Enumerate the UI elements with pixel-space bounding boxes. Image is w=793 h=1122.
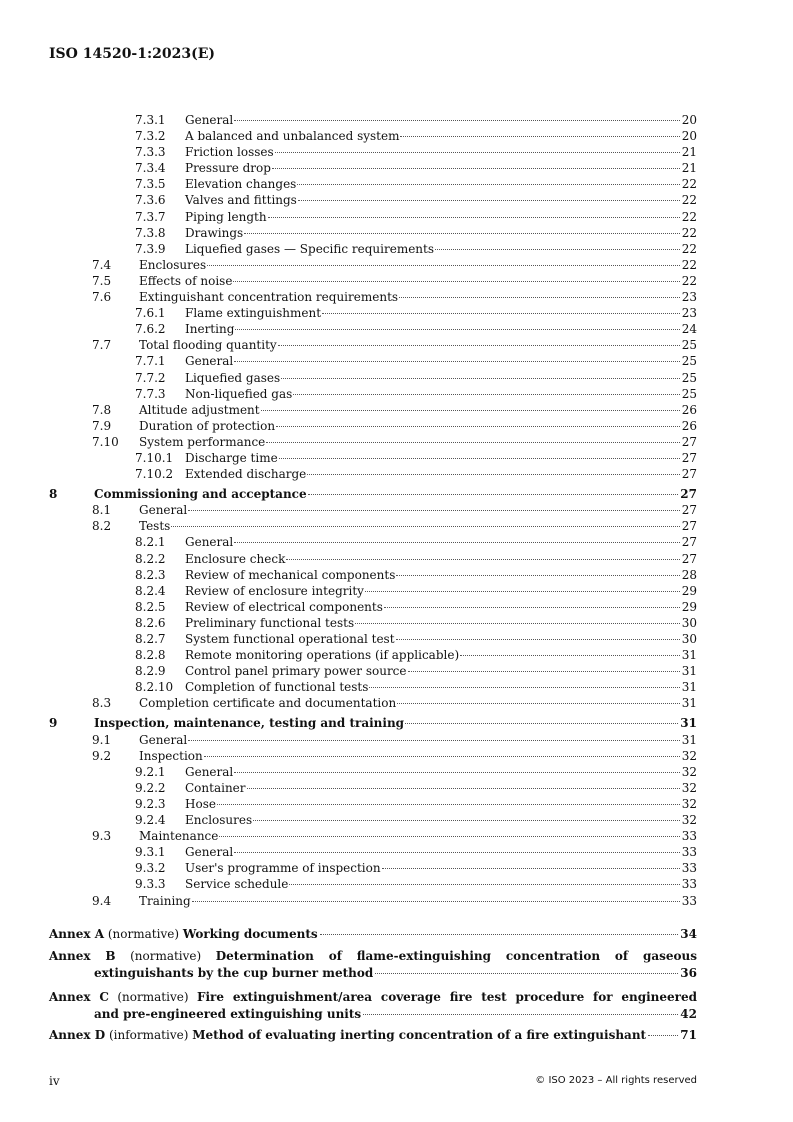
toc-entry-number: 7.7.2 (135, 370, 166, 385)
toc-entry-number: 7.3.6 (135, 193, 166, 208)
toc-entry-page: 33 (681, 829, 697, 844)
toc-entry-number: 9.3.2 (135, 861, 166, 876)
toc-entry-number: 9.2.1 (135, 764, 166, 779)
toc-entry-page: 30 (681, 632, 697, 646)
dot-leader (235, 329, 679, 330)
toc-entry-page: 29 (681, 599, 697, 614)
toc-entry-title: Friction losses (185, 145, 274, 160)
dot-leader (286, 559, 679, 560)
toc-entry-title: Liquefied gases — Specific requirements (185, 241, 435, 256)
toc-entry-title: Total flooding quantity (139, 338, 277, 353)
toc-entry-page: 31 (681, 648, 697, 663)
toc-entry-page: 32 (681, 748, 697, 763)
toc-entry[interactable] (0, 273, 793, 289)
toc-entry[interactable] (0, 337, 793, 353)
dot-leader (382, 868, 680, 869)
toc-entry-number: 9.3.1 (135, 845, 166, 860)
toc-entry[interactable] (0, 450, 793, 466)
dot-leader (397, 703, 680, 704)
annex-page: 34 (680, 927, 697, 941)
toc-entry-title: Valves and fittings (185, 193, 297, 208)
toc-entry-title: Enclosure check (185, 551, 286, 566)
toc-entry[interactable] (0, 567, 793, 583)
toc-entry-title: Control panel primary power source (185, 664, 407, 679)
toc-entry[interactable] (0, 225, 793, 241)
dot-leader (384, 607, 680, 608)
toc-entry-title: Maintenance (139, 829, 219, 844)
toc-entry-title: Completion of functional tests (185, 680, 369, 695)
dot-leader (188, 740, 679, 741)
toc-entry-number: 9.4 (92, 893, 112, 908)
toc-entry-page: 22 (681, 209, 697, 224)
dot-leader (234, 542, 679, 543)
toc-entry[interactable] (0, 828, 793, 844)
toc-entry-number: 7.10.2 (135, 467, 174, 482)
toc-entry[interactable] (0, 715, 793, 731)
toc-entry-title: Inspection, maintenance, testing and training (94, 716, 405, 731)
dot-leader (266, 442, 679, 443)
toc-entry-page: 33 (681, 845, 697, 860)
toc-entry-title: Non-liquefied gas (185, 386, 293, 401)
toc-entry-title: Inerting (185, 322, 235, 337)
dot-leader (204, 756, 680, 757)
toc-entry[interactable] (0, 615, 793, 631)
toc-entry-title: Altitude adjustment (139, 402, 260, 417)
toc-entry-page: 27 (681, 551, 697, 566)
annex-title-continued: extinguishants by the cup burner method (94, 965, 374, 980)
toc-entry-page: 24 (681, 322, 697, 337)
table-of-contents (0, 112, 793, 909)
toc-entry[interactable] (0, 663, 793, 679)
annex-page: 42 (680, 1006, 697, 1021)
dot-leader (171, 526, 679, 527)
toc-entry[interactable] (0, 631, 793, 647)
toc-entry-number: 7.3.5 (135, 177, 166, 192)
dot-leader (234, 852, 679, 853)
toc-entry-title: Review of mechanical components (185, 567, 396, 582)
toc-entry-page: 32 (681, 780, 697, 795)
annex-page: 36 (680, 965, 697, 980)
toc-entry[interactable] (0, 305, 793, 321)
toc-entry-number: 7.3.9 (135, 241, 166, 256)
annex-type: (normative) (107, 927, 180, 941)
annex-entry[interactable] (49, 1027, 697, 1044)
annex-label: Annex C (49, 990, 109, 1004)
toc-entry-page: 33 (681, 893, 697, 908)
page-number: iv (49, 1074, 60, 1088)
annex-title-continued: and pre-engineered extinguishing units (94, 1006, 362, 1021)
dot-leader (435, 249, 680, 250)
toc-entry-title: Service schedule (185, 877, 289, 892)
toc-entry-title: A balanced and unbalanced system (185, 129, 400, 144)
toc-entry-page: 23 (681, 306, 697, 321)
toc-entry[interactable] (0, 599, 793, 615)
toc-entry-title: Enclosures (139, 257, 207, 272)
toc-entry-title: General (185, 764, 234, 779)
dot-leader (278, 345, 680, 346)
toc-entry-page: 20 (681, 129, 697, 144)
toc-entry-page: 22 (681, 225, 697, 240)
toc-entry[interactable] (0, 893, 793, 909)
toc-entry-title: General (139, 732, 188, 747)
dot-leader (298, 200, 680, 201)
toc-entry-title: Hose (185, 796, 216, 811)
toc-entry-page: 27 (681, 434, 697, 449)
dot-leader (275, 152, 680, 153)
dot-leader (217, 804, 680, 805)
annex-title: Working documents (182, 927, 318, 941)
dot-leader (297, 184, 679, 185)
toc-entry-number: 8.2.10 (135, 680, 174, 695)
toc-entry-number: 8.1 (92, 503, 112, 518)
toc-entry-number: 7.5 (92, 273, 112, 288)
annex-label: Annex A (49, 927, 105, 941)
toc-entry[interactable] (0, 257, 793, 273)
toc-entry[interactable] (0, 679, 793, 695)
toc-entry-page: 31 (681, 664, 697, 679)
toc-entry[interactable] (0, 353, 793, 369)
toc-entry-number: 9.2 (92, 748, 112, 763)
toc-entry-number: 7.3.7 (135, 209, 166, 224)
dot-leader (322, 313, 680, 314)
dot-leader (268, 217, 680, 218)
toc-entry-number: 8.2.9 (135, 664, 166, 679)
dot-leader (276, 426, 680, 427)
dot-leader (293, 394, 679, 395)
toc-entry-number: 7.8 (92, 402, 112, 417)
dot-leader (281, 378, 680, 379)
copyright-notice: © ISO 2023 – All rights reserved (535, 1075, 697, 1086)
toc-entry-number: 7.6 (92, 290, 112, 305)
toc-entry-number: 7.7.3 (135, 386, 166, 401)
toc-entry-title: Discharge time (185, 450, 278, 465)
toc-entry-title: Duration of protection (139, 418, 276, 433)
dot-leader (247, 788, 680, 789)
toc-entry[interactable] (0, 466, 793, 482)
dot-leader (460, 655, 680, 656)
toc-entry-title: Extinguishant concentration requirements (139, 290, 399, 305)
toc-entry-title: Container (185, 780, 246, 795)
annex-entry[interactable] (49, 948, 697, 981)
dot-leader (308, 494, 679, 495)
dot-leader (399, 297, 680, 298)
toc-entry[interactable] (0, 434, 793, 450)
toc-entry-title: General (139, 503, 188, 518)
toc-entry-page: 27 (681, 467, 697, 482)
dot-leader (396, 575, 679, 576)
toc-entry-title: General (185, 113, 234, 127)
annex-type: (normative) (117, 990, 189, 1004)
dot-leader (289, 884, 679, 885)
annex-title: Method of evaluating inerting concentration of a fire extinguishant (192, 1028, 647, 1042)
toc-entry-title: Effects of noise (139, 273, 233, 288)
dot-leader (365, 591, 680, 592)
toc-entry-number: 9.2.4 (135, 813, 166, 828)
annex-label: Annex B (49, 949, 116, 963)
toc-entry-title: General (185, 535, 234, 550)
toc-entry-page: 29 (681, 583, 697, 598)
toc-entry-title: User's programme of inspection (185, 861, 381, 876)
toc-entry[interactable] (0, 780, 793, 796)
toc-entry[interactable] (0, 764, 793, 780)
toc-entry[interactable] (0, 860, 793, 876)
toc-entry-title: Completion certificate and documentation (139, 696, 397, 711)
toc-entry-number: 8.2.2 (135, 551, 166, 566)
toc-entry-page: 31 (681, 680, 697, 695)
dot-leader (192, 901, 680, 902)
toc-entry-number: 8.3 (92, 696, 112, 711)
toc-entry[interactable] (0, 583, 793, 599)
toc-entry-number: 9.2.2 (135, 780, 166, 795)
annex-type: (informative) (108, 1028, 189, 1042)
toc-entry[interactable] (0, 192, 793, 208)
toc-entry-title: Tests (139, 519, 171, 534)
annex-type: (normative) (130, 949, 202, 963)
toc-entry-number: 9.1 (92, 732, 112, 747)
document-header: ISO 14520-1:2023(E) (49, 46, 216, 62)
toc-entry-page: 22 (681, 193, 697, 208)
toc-entry-title: Training (139, 893, 191, 908)
toc-entry[interactable] (0, 176, 793, 192)
toc-entry[interactable] (0, 518, 793, 534)
toc-entry-number: 7.10.1 (135, 450, 174, 465)
toc-entry-title: System performance (139, 434, 266, 449)
toc-entry-number: 8.2.3 (135, 567, 166, 582)
toc-entry-page: 33 (681, 877, 697, 892)
annex-title: Fire extinguishment/area coverage fire test procedure for engineered (196, 990, 697, 1004)
toc-entry-title: Flame extinguishment (185, 306, 322, 321)
toc-entry-page: 31 (680, 716, 697, 731)
toc-entry-number: 7.3.4 (135, 161, 166, 176)
toc-entry-title: General (185, 845, 234, 860)
toc-entry-page: 32 (681, 813, 697, 828)
toc-entry-title: Inspection (139, 748, 203, 763)
toc-entry[interactable] (0, 647, 793, 663)
toc-entry-page: 25 (681, 338, 697, 353)
toc-entry-number: 8.2.8 (135, 648, 166, 663)
toc-entry[interactable] (0, 502, 793, 518)
toc-entry[interactable] (0, 144, 793, 160)
toc-entry-number: 7.3.2 (135, 129, 166, 144)
toc-entry-page: 31 (681, 732, 697, 747)
toc-entry[interactable] (0, 732, 793, 748)
toc-entry-page: 28 (681, 567, 697, 582)
toc-entry-page: 30 (681, 615, 697, 630)
dot-leader (253, 820, 680, 821)
toc-entry[interactable] (0, 402, 793, 418)
toc-entry-number: 8.2.4 (135, 583, 166, 598)
toc-entry-page: 31 (681, 696, 697, 711)
toc-entry-number: 8.2.1 (135, 535, 166, 550)
toc-entry[interactable] (0, 695, 793, 711)
toc-entry-page: 27 (680, 487, 697, 502)
dot-leader (648, 1035, 678, 1036)
dot-leader (320, 934, 679, 935)
toc-entry-number: 7.6.1 (135, 306, 166, 321)
toc-entry[interactable] (0, 209, 793, 225)
toc-entry-number: 8.2 (92, 519, 112, 534)
toc-entry-page: 22 (681, 257, 697, 272)
dot-leader (219, 836, 679, 837)
toc-entry-page: 27 (681, 519, 697, 534)
toc-entry-number: 7.6.2 (135, 322, 166, 337)
dot-leader (272, 168, 680, 169)
dot-leader (234, 772, 679, 773)
toc-entry-title: Commissioning and acceptance (94, 487, 307, 502)
toc-entry-number: 7.3.8 (135, 225, 166, 240)
toc-entry-number: 8.2.7 (135, 632, 166, 646)
dot-leader (375, 973, 678, 974)
annex-entry[interactable] (49, 989, 697, 1022)
toc-entry-number: 7.7 (92, 338, 112, 353)
toc-entry[interactable] (0, 370, 793, 386)
toc-entry-title: System functional operational test (185, 632, 395, 646)
dot-leader (408, 671, 680, 672)
dot-leader (396, 639, 680, 640)
toc-entry[interactable] (0, 844, 793, 860)
dot-leader (188, 510, 679, 511)
toc-entry[interactable] (0, 386, 793, 402)
dot-leader (234, 361, 679, 362)
toc-entry[interactable] (0, 551, 793, 567)
toc-entry[interactable] (0, 418, 793, 434)
toc-entry-page: 20 (681, 113, 697, 127)
toc-entry-page: 22 (681, 273, 697, 288)
toc-entry[interactable] (0, 748, 793, 764)
toc-entry-page: 22 (681, 177, 697, 192)
toc-entry[interactable] (0, 112, 793, 128)
toc-entry-title: Remote monitoring operations (if applicable) (185, 648, 460, 663)
dot-leader (405, 723, 678, 724)
toc-entry-title: Enclosures (185, 813, 253, 828)
toc-entry-number: 8.2.6 (135, 615, 166, 630)
toc-entry[interactable] (0, 486, 793, 502)
toc-entry[interactable] (0, 289, 793, 305)
toc-entry-page: 25 (681, 354, 697, 369)
annex-entry[interactable] (49, 926, 697, 943)
toc-entry-number: 7.10 (92, 434, 119, 449)
toc-entry-page: 21 (681, 145, 697, 160)
toc-entry-number: 7.4 (92, 257, 112, 272)
toc-entry-number: 7.3.3 (135, 145, 166, 160)
toc-entry[interactable] (0, 796, 793, 812)
toc-entry-number: 7.9 (92, 418, 112, 433)
toc-entry-title: Extended discharge (185, 467, 307, 482)
toc-entry-title: General (185, 354, 234, 369)
dot-leader (207, 265, 680, 266)
toc-entry-title: Drawings (185, 225, 244, 240)
toc-entry[interactable] (0, 160, 793, 176)
dot-leader (244, 233, 680, 234)
toc-entry-number: 7.3.1 (135, 113, 166, 127)
dot-leader (233, 281, 679, 282)
annex-title: Determination of flame-extinguishing concentration of gaseous (215, 949, 697, 963)
toc-entry-page: 27 (681, 450, 697, 465)
dot-leader (279, 458, 680, 459)
annex-label: Annex D (49, 1028, 106, 1042)
dot-leader (355, 623, 680, 624)
toc-entry-page: 22 (681, 241, 697, 256)
toc-entry-title: Review of electrical components (185, 599, 383, 614)
toc-entry[interactable] (0, 534, 793, 550)
toc-entry-number: 9 (49, 716, 58, 731)
toc-entry-number: 7.7.1 (135, 354, 166, 369)
dot-leader (307, 474, 679, 475)
toc-entry-page: 26 (681, 402, 697, 417)
dot-leader (363, 1014, 678, 1015)
toc-entry-page: 25 (681, 386, 697, 401)
toc-entry-title: Elevation changes (185, 177, 297, 192)
dot-leader (261, 410, 680, 411)
toc-entry-page: 25 (681, 370, 697, 385)
toc-entry-number: 8.2.5 (135, 599, 166, 614)
toc-entry[interactable] (0, 321, 793, 337)
toc-entry-page: 26 (681, 418, 697, 433)
toc-entry-page: 23 (681, 290, 697, 305)
toc-entry-page: 32 (681, 764, 697, 779)
toc-entry-title: Pressure drop (185, 161, 271, 176)
toc-entry[interactable] (0, 241, 793, 257)
annex-page: 71 (680, 1028, 697, 1042)
toc-entry-title: Preliminary functional tests (185, 615, 355, 630)
toc-entry-number: 8 (49, 487, 58, 502)
toc-entry-page: 33 (681, 861, 697, 876)
toc-entry-number: 9.3.3 (135, 877, 166, 892)
dot-leader (400, 136, 679, 137)
dot-leader (234, 120, 679, 121)
toc-entry-page: 21 (681, 161, 697, 176)
toc-entry-page: 32 (681, 796, 697, 811)
toc-entry-title: Review of enclosure integrity (185, 583, 364, 598)
toc-entry[interactable] (0, 128, 793, 144)
toc-entry[interactable] (0, 876, 793, 892)
dot-leader (369, 687, 679, 688)
toc-entry[interactable] (0, 812, 793, 828)
toc-entry-number: 9.3 (92, 829, 112, 844)
toc-entry-number: 9.2.3 (135, 796, 166, 811)
toc-entry-page: 27 (681, 503, 697, 518)
toc-entry-title: Piping length (185, 209, 267, 224)
toc-entry-page: 27 (681, 535, 697, 550)
toc-entry-title: Liquefied gases (185, 370, 281, 385)
